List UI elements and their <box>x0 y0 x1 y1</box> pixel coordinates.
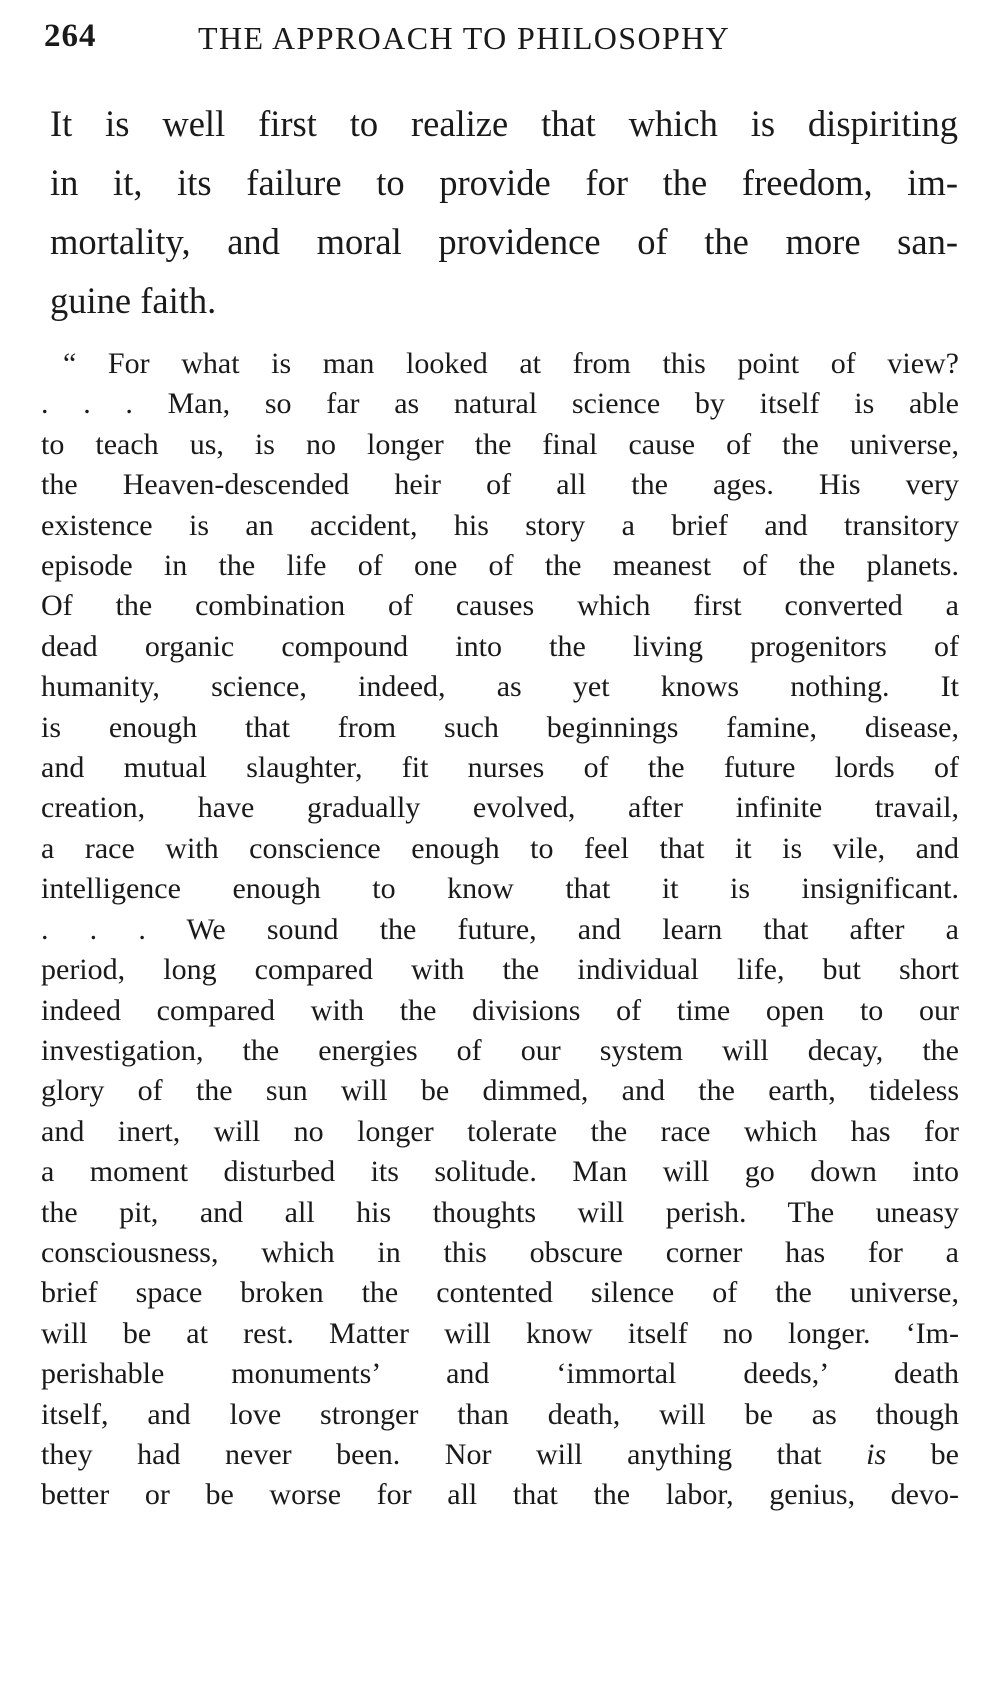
emphasized-word: is <box>866 1437 887 1471</box>
quote-line-with-emphasis <box>41 1435 959 1475</box>
intro-line: in it, its failure to provide for the freedom, im- <box>50 162 958 203</box>
quote-line: to teach us, is no longer the final cause of the universe, <box>41 427 959 461</box>
quote-line: humanity, science, indeed, as yet knows nothing. It <box>41 670 959 704</box>
quote-line: glory of the sun will be dimmed, and the earth, tideless <box>41 1074 959 1108</box>
quoted-passage <box>41 344 959 1516</box>
quote-line: the pit, and all his thoughts will perish. The uneasy <box>41 1195 959 1229</box>
quote-line-end: be <box>886 1437 959 1471</box>
quote-line: Of the combination of causes which first converted a <box>41 589 959 623</box>
quote-line: and inert, will no longer tolerate the race which has for <box>41 1114 959 1148</box>
intro-line: It is well first to realize that which is dispiriting <box>50 103 958 144</box>
intro-paragraph <box>50 94 958 330</box>
quote-line: existence is an accident, his story a brief and transitory <box>41 508 959 542</box>
quote-line: investigation, the energies of our system will decay, the <box>41 1033 959 1067</box>
intro-line: mortality, and moral providence of the more san- <box>50 221 958 262</box>
quote-line: . . . Man, so far as natural science by itself is able <box>41 387 959 421</box>
quote-line: period, long compared with the individual life, but short <box>41 953 959 987</box>
quote-line: indeed compared with the divisions of time open to our <box>41 993 959 1027</box>
quote-line: is enough that from such beginnings famine, disease, <box>41 710 959 744</box>
quote-line: itself, and love stronger than death, will be as though <box>41 1397 959 1431</box>
intro-line: guine faith. <box>50 280 217 321</box>
running-head: THE APPROACH TO PHILOSOPHY <box>198 20 731 56</box>
quote-line: . . . We sound the future, and learn that after a <box>41 912 959 946</box>
quote-line: dead organic compound into the living progenitors of <box>41 629 959 663</box>
quote-line: will be at rest. Matter will know itself no longer. ‘Im- <box>41 1316 959 1350</box>
quote-line: intelligence enough to know that it is insignificant. <box>41 872 959 906</box>
quote-line: the Heaven-descended heir of all the ages. His very <box>41 468 959 502</box>
page-number: 264 <box>44 18 97 54</box>
quote-line: better or be worse for all that the labor, genius, devo- <box>41 1478 959 1512</box>
quote-line: perishable monuments’ and ‘immortal deeds,’ death <box>41 1357 959 1391</box>
quote-line: a moment disturbed its solitude. Man will go down into <box>41 1155 959 1189</box>
quote-line-start: they had never been. Nor will anything that <box>41 1437 867 1471</box>
quote-line: creation, have gradually evolved, after infinite travail, <box>41 791 959 825</box>
quote-line: consciousness, which in this obscure corner has for a <box>41 1235 959 1269</box>
page-header <box>44 18 956 62</box>
quote-line: episode in the life of one of the meanest of the planets. <box>41 549 959 583</box>
quote-line: and mutual slaughter, fit nurses of the future lords of <box>41 751 959 785</box>
quote-line: “ For what is man looked at from this point of view? <box>63 347 959 380</box>
quote-line: brief space broken the contented silence of the universe, <box>41 1276 959 1310</box>
quote-line: a race with conscience enough to feel that it is vile, and <box>41 831 959 865</box>
